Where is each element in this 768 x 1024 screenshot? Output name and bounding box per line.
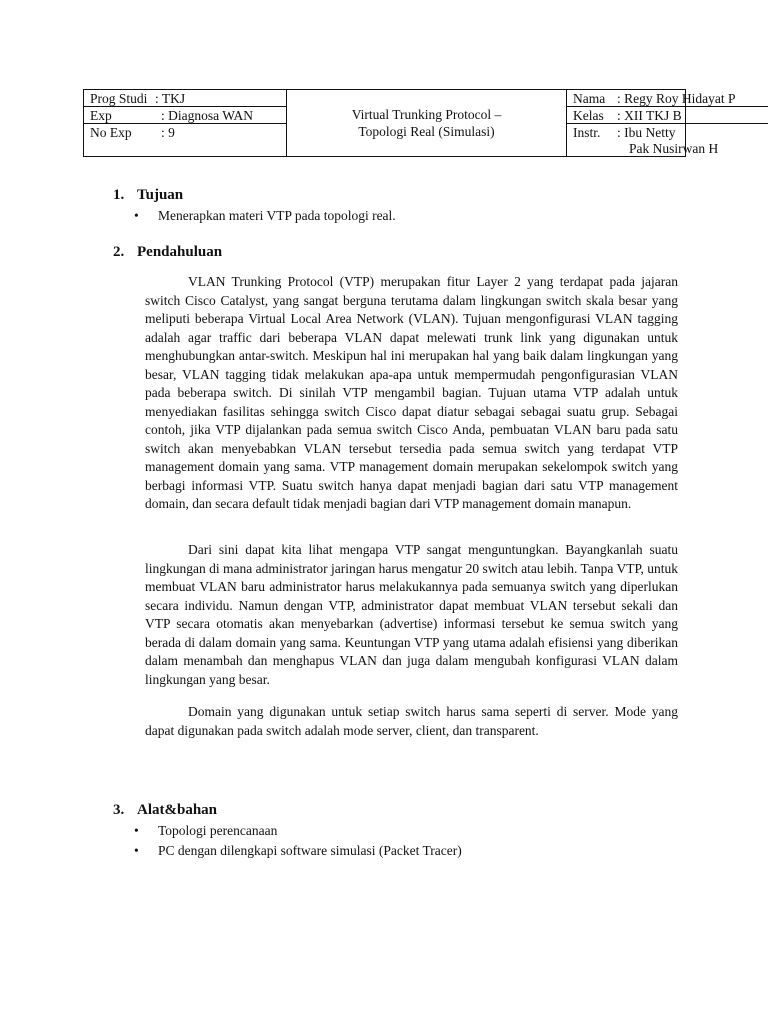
- section-title-pendahuluan: [113, 244, 222, 261]
- instr-extra-value: Pak Nusirwan H: [629, 141, 719, 156]
- header-left-column: [84, 90, 287, 156]
- kelas-value: : XII TKJ B: [617, 108, 682, 123]
- section-heading: Pendahuluan: [137, 244, 223, 260]
- exp-value: : Diagnosa WAN: [161, 108, 253, 123]
- exp-label: Exp: [90, 108, 112, 123]
- header-row-prog-studi: [84, 90, 286, 107]
- paragraph: Domain yang digunakan untuk setiap switch harus sama seperti di server. Mode yang dapat digunakan pada switch adalah mode server, client, dan transparent.: [145, 704, 678, 738]
- header-row-exp: [84, 107, 286, 124]
- section-number: 1.: [113, 187, 125, 203]
- header-row-instr: [567, 124, 768, 141]
- bullet-icon: •: [134, 823, 139, 838]
- header-row-no-exp: [84, 124, 286, 141]
- bullet-icon: •: [134, 208, 139, 223]
- section-number: 2.: [113, 244, 125, 260]
- header-table: [83, 89, 736, 157]
- no-exp-value: : 9: [161, 125, 175, 140]
- list-item-text: Menerapkan materi VTP pada topologi real.: [158, 208, 396, 223]
- section-heading: Alat&bahan: [137, 802, 218, 818]
- nama-value: : Regy Roy Hidayat P: [617, 91, 736, 106]
- section-title-alat-bahan: [113, 802, 217, 819]
- header-title-line-1: Virtual Trunking Protocol –: [351, 107, 502, 122]
- prog-studi-label: Prog Studi: [90, 91, 148, 106]
- kelas-label: Kelas: [573, 108, 604, 123]
- bullet-icon: •: [134, 843, 139, 858]
- list-item-text: Topologi perencanaan: [158, 823, 278, 838]
- header-title-cell: [287, 90, 567, 156]
- paragraph: Dari sini dapat kita lihat mengapa VTP sangat menguntungkan. Bayangkanlah suatu lingkungan di mana administrator jaringan harus mengatur 20 switch atau lebih. Tanpa VTP, untuk membuat VLAN baru administrator harus melakukannya pada semuanya switch yang diperlukan secara individu. Namun dengan VTP, administrator dapat membuat VLAN tersebut sekali dan VTP secara otomatis akan menyebarkan (advertise) informasi tersebut ke semua switch yang berada di dalam domain yang sama. Keuntungan VTP yang utama adalah efisiensi yang diberikan dalam menambah dan menghapus VLAN dan juga dalam mengubah konfigurasi VLAN dalam lingkungan yang besar.: [145, 542, 678, 687]
- section-title-tujuan: [113, 187, 183, 204]
- paragraph: VLAN Trunking Protocol (VTP) merupakan fitur Layer 2 yang terdapat pada jajaran switch Cisco Catalyst, yang sangat berguna terutama dalam lingkungan switch skala besar yang meliputi beberapa Virtual Local Area Network (VLAN). Tujuan mengonfigurasi VLAN tagging adalah agar traffic dari beberapa VLAN dapat melewati trunk link yang digunakan untuk menghubungkan antar-switch. Meskipun hal ini merupakan hal yang baik dalam lingkungan yang besar, VLAN tagging tidak melakukan apa-apa untuk mempermudah pengonfigurasian VLAN pada beberapa switch. Di sinilah VTP mengambil bagian. Tujuan utama VTP adalah untuk menyediakan fasilitas sehingga switch Cisco dapat diatur sebagai sebagai suatu grup. Sebagai contoh, jika VTP dijalankan pada semua switch Cisco Anda, pembuatan VLAN baru pada satu switch akan menyebabkan VLAN tersebut tersedia pada semua switch yang terdapat VTP management domain yang sama. VTP management domain merupakan sekelompok switch yang berbagi informasi VTP. Suatu switch hanya dapat menjadi bagian dari satu VTP management domain, dan secara default tidak menjadi bagian dari VTP management domain manapun.: [145, 274, 678, 511]
- instr-value: : Ibu Netty: [617, 125, 676, 140]
- no-exp-label: No Exp: [90, 125, 132, 140]
- header-row-instr-extra: [567, 140, 768, 157]
- header-row-nama: [567, 90, 768, 107]
- section-number: 3.: [113, 802, 125, 818]
- prog-studi-value: : TKJ: [155, 91, 186, 106]
- header-right-column: [567, 90, 736, 156]
- header-title-line-2: Topologi Real (Simulasi): [358, 124, 495, 139]
- nama-label: Nama: [573, 91, 606, 106]
- instr-label: Instr.: [573, 125, 601, 140]
- list-item-text: PC dengan dilengkapi software simulasi (Packet Tracer): [158, 843, 462, 858]
- header-row-kelas: [567, 107, 768, 124]
- section-heading: Tujuan: [137, 187, 184, 203]
